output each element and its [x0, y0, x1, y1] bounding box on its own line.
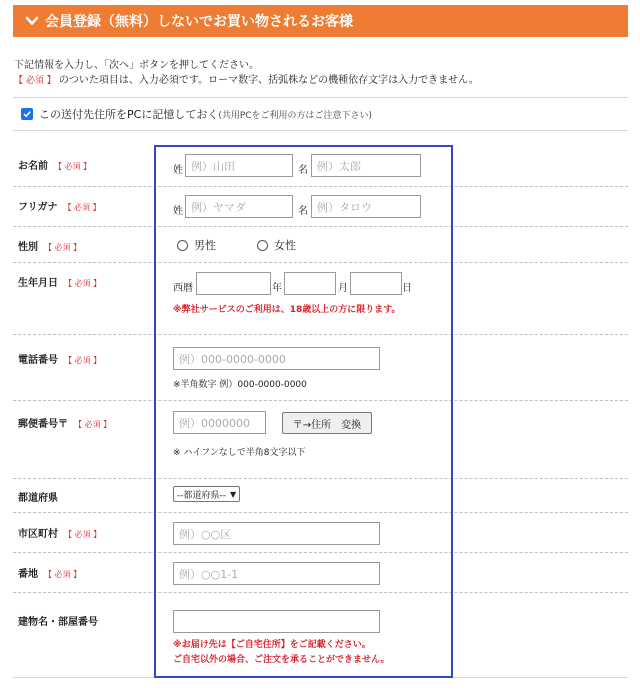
- chevron-down-icon: [25, 14, 39, 28]
- row-city: [13, 513, 628, 553]
- label-birth: [18, 274, 101, 289]
- building-input[interactable]: [173, 610, 380, 633]
- radio-circle-icon: [257, 240, 268, 251]
- required-tag: 【 必須 】: [54, 162, 92, 171]
- phone-input[interactable]: 例）000-0000-0000: [173, 347, 380, 370]
- sei-label: 姓: [173, 165, 183, 176]
- row-postal: [13, 401, 628, 479]
- required-tag: 【 必須 】: [63, 203, 101, 212]
- birth-month-input[interactable]: [284, 272, 336, 295]
- section-title: 会員登録（無料）しないでお買い物されるお客様: [45, 14, 353, 30]
- row-birth: [13, 263, 628, 335]
- row-address: [13, 553, 628, 593]
- row-building: [13, 593, 628, 678]
- label-phone: [18, 351, 101, 366]
- label-address: [18, 565, 81, 580]
- kana-mei-label: 名: [298, 206, 308, 217]
- city-input[interactable]: 例）○○区: [173, 522, 380, 545]
- label-name: [18, 157, 91, 172]
- intro-line2-wrap: [14, 73, 479, 89]
- kana-sei-input[interactable]: 例）ヤマダ: [185, 195, 293, 218]
- required-tag: 【 必須 】: [14, 76, 56, 86]
- row-kana: [13, 187, 628, 227]
- label-name-text: お名前: [18, 161, 48, 172]
- label-building: [18, 613, 98, 628]
- label-city: [18, 525, 101, 540]
- label-gender-text: 性別: [18, 242, 38, 253]
- required-tag: 【 必須 】: [64, 530, 102, 539]
- remember-checkbox[interactable]: [21, 108, 33, 120]
- required-tag: 【 必須 】: [44, 570, 82, 579]
- prefecture-selected: --都道府県--: [177, 490, 226, 501]
- address-input[interactable]: 例）○○1-1: [173, 562, 380, 585]
- address-warning: [173, 638, 390, 668]
- intro-line2: のついた項目は、入力必須です。ローマ数字、括弧株などの機種依存文字は入力できません。: [58, 75, 479, 86]
- name-sei-input[interactable]: 例）山田: [185, 154, 293, 177]
- section-header: [13, 5, 628, 37]
- label-prefecture-text: 都道府県: [18, 493, 58, 504]
- gender-male-radio[interactable]: [177, 237, 216, 253]
- phone-hint: ※半角数字 例）000-0000-0000: [173, 380, 307, 390]
- name-mei-input[interactable]: 例）太郎: [311, 154, 421, 177]
- remember-note: (共用PCをご利用の方はご注意下さい): [218, 110, 373, 121]
- label-kana: [18, 198, 101, 213]
- gender-female-radio[interactable]: [257, 237, 296, 253]
- prefecture-select[interactable]: [173, 486, 240, 502]
- label-postal: [18, 415, 111, 430]
- postal-hint: ※ ハイフンなしで半角8文字以下: [173, 448, 306, 458]
- kana-sei-label: 姓: [173, 206, 183, 217]
- postal-convert-button[interactable]: 〒→住所 変換: [282, 412, 372, 434]
- row-gender: [13, 227, 628, 263]
- remember-label: この送付先住所をPCに記憶しておく: [39, 108, 219, 121]
- age-warning: ※弊社サービスのご利用は、18歳以上の方に限ります。: [173, 305, 401, 315]
- radio-circle-icon: [177, 240, 188, 251]
- row-name: [13, 145, 628, 187]
- label-gender: [18, 238, 81, 253]
- kana-mei-input[interactable]: 例）タロウ: [311, 195, 421, 218]
- label-postal-text: 郵便番号〒: [18, 419, 68, 430]
- birth-year-input[interactable]: [196, 272, 271, 295]
- intro-text: [14, 58, 479, 89]
- label-city-text: 市区町村: [18, 529, 58, 540]
- gender-male-label: 男性: [194, 239, 216, 252]
- year-label: 年: [272, 283, 282, 294]
- mei-label: 名: [298, 165, 308, 176]
- birth-day-input[interactable]: [350, 272, 402, 295]
- label-birth-text: 生年月日: [18, 278, 58, 289]
- era-label: 西暦: [173, 283, 193, 294]
- address-warning-line2: ご自宅以外の場合、ご注文を承ることができません。: [173, 655, 390, 665]
- postal-input[interactable]: 例）0000000: [173, 411, 266, 434]
- required-tag: 【 必須 】: [44, 243, 82, 252]
- month-label: 月: [338, 283, 348, 294]
- intro-line1: 下記情報を入力し、「次へ」ボタンを押してください。: [14, 60, 259, 71]
- remember-address-row: [13, 97, 628, 131]
- row-phone: [13, 335, 628, 401]
- label-kana-text: フリガナ: [18, 202, 58, 213]
- required-tag: 【 必須 】: [74, 420, 112, 429]
- required-tag: 【 必須 】: [64, 279, 102, 288]
- day-label: 日: [402, 283, 412, 294]
- label-prefecture: [18, 489, 58, 504]
- label-building-text: 建物名・部屋番号: [18, 617, 98, 628]
- gender-female-label: 女性: [274, 239, 296, 252]
- label-phone-text: 電話番号: [18, 355, 58, 366]
- label-address-text: 番地: [18, 569, 38, 580]
- chevron-down-icon: ▼: [230, 489, 237, 499]
- required-tag: 【 必須 】: [64, 356, 102, 365]
- address-warning-line1: ※お届け先は【ご自宅住所】をご記載ください。: [173, 640, 371, 650]
- row-prefecture: [13, 479, 628, 513]
